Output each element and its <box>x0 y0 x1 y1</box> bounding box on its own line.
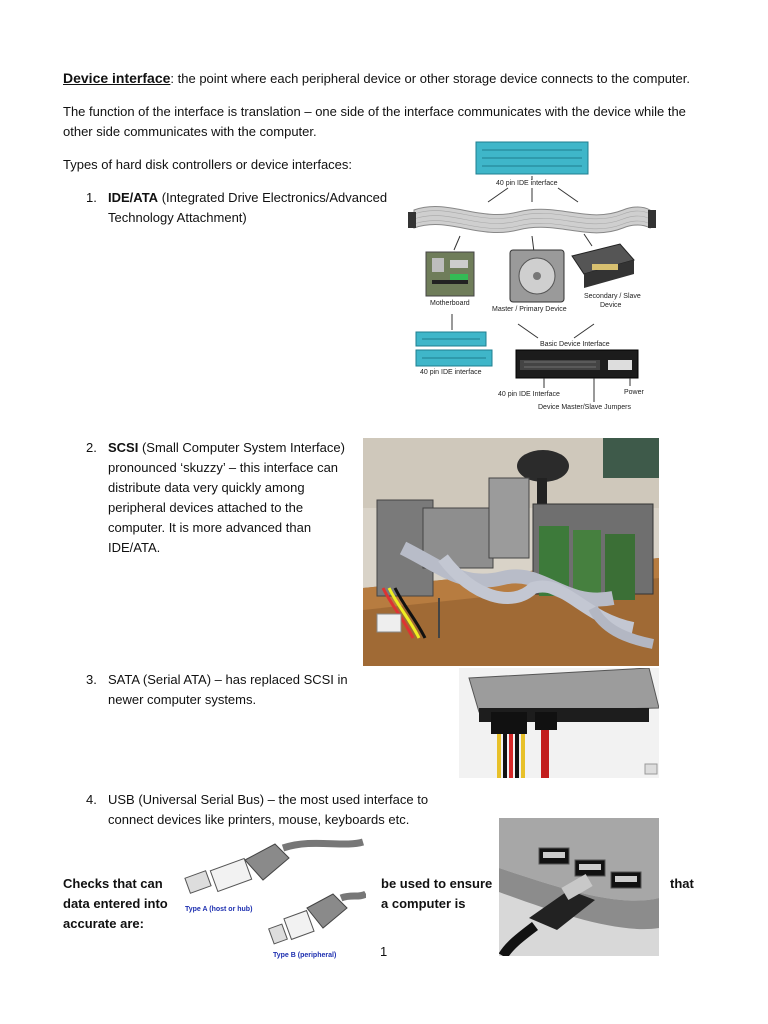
label-master-device: Master / Primary Device <box>492 306 567 313</box>
label-basic-interface: Basic Device Interface <box>540 341 610 348</box>
usb-connector-diagram <box>183 838 366 964</box>
item-1-name: IDE/ATA <box>108 190 159 205</box>
item-2-name: SCSI <box>108 440 139 455</box>
item-2-desc: (Small Computer System Interface) <box>138 440 345 455</box>
function-line-2: other side communicates with the computer. <box>63 124 317 139</box>
item-2-line-3: distribute data very quickly among <box>108 480 305 495</box>
checks-text-3: that <box>670 876 694 891</box>
item-4-line-2: connect devices like printers, mouse, keyboards etc. <box>108 812 410 827</box>
checks-text-2a: be used to ensure <box>381 876 493 891</box>
label-secondary-device: Secondary / Slave <box>584 293 641 300</box>
checks-text-2b: a computer is <box>381 896 466 911</box>
usb-port-photo <box>499 818 659 956</box>
item-2-line-1 <box>108 438 345 458</box>
item-1-desc: (Integrated Drive Electronics/Advanced <box>158 190 388 205</box>
checks-text-1c: accurate are: <box>63 916 144 931</box>
function-line-1: The function of the interface is translation – one side of the interface communicates with the device while the <box>63 104 686 119</box>
item-4-number: 4. <box>86 792 97 807</box>
scsi-photo <box>363 438 659 666</box>
label-power: Power <box>624 389 644 396</box>
item-2-line-4: peripheral devices attached to the <box>108 500 304 515</box>
item-2-number: 2. <box>86 440 97 455</box>
item-3-line-1: SATA (Serial ATA) – has replaced SCSI in <box>108 672 348 687</box>
item-2-line-6: IDE/ATA. <box>108 540 161 555</box>
label-motherboard: Motherboard <box>430 300 470 307</box>
item-4-line-1: USB (Universal Serial Bus) – the most used interface to <box>108 792 429 807</box>
checks-text-1b: data entered into <box>63 896 168 911</box>
item-1-number: 1. <box>86 190 97 205</box>
label-jumpers: Device Master/Slave Jumpers <box>538 404 631 411</box>
ide-diagram <box>408 140 658 415</box>
label-40pin-bottom-mid: 40 pin IDE Interface <box>498 391 560 398</box>
usb-type-b-label: Type B (peripheral) <box>273 952 337 959</box>
definition-term: Device interface <box>63 70 171 86</box>
label-40pin-bottom-left: 40 pin IDE interface <box>420 369 482 376</box>
item-2-line-2: pronounced ‘skuzzy’ – this interface can <box>108 460 339 475</box>
definition-line <box>63 68 690 89</box>
checks-text-1a: Checks that can <box>63 876 163 891</box>
item-1-line-1 <box>108 188 387 208</box>
item-1-line-2: Technology Attachment) <box>108 210 247 225</box>
page-number: 1 <box>380 944 388 959</box>
item-2-line-5: computer. It is more advanced than <box>108 520 312 535</box>
definition-text: : the point where each peripheral device or other storage device connects to the computer. <box>170 71 690 86</box>
types-heading: Types of hard disk controllers or device interfaces: <box>63 157 353 172</box>
item-3-number: 3. <box>86 672 97 687</box>
sata-photo <box>459 668 659 778</box>
usb-type-a-label: Type A (host or hub) <box>185 906 253 913</box>
item-3-line-2: newer computer systems. <box>108 692 257 707</box>
label-40pin-top: 40 pin IDE interface <box>496 180 558 187</box>
label-secondary-device-2: Device <box>600 302 622 309</box>
